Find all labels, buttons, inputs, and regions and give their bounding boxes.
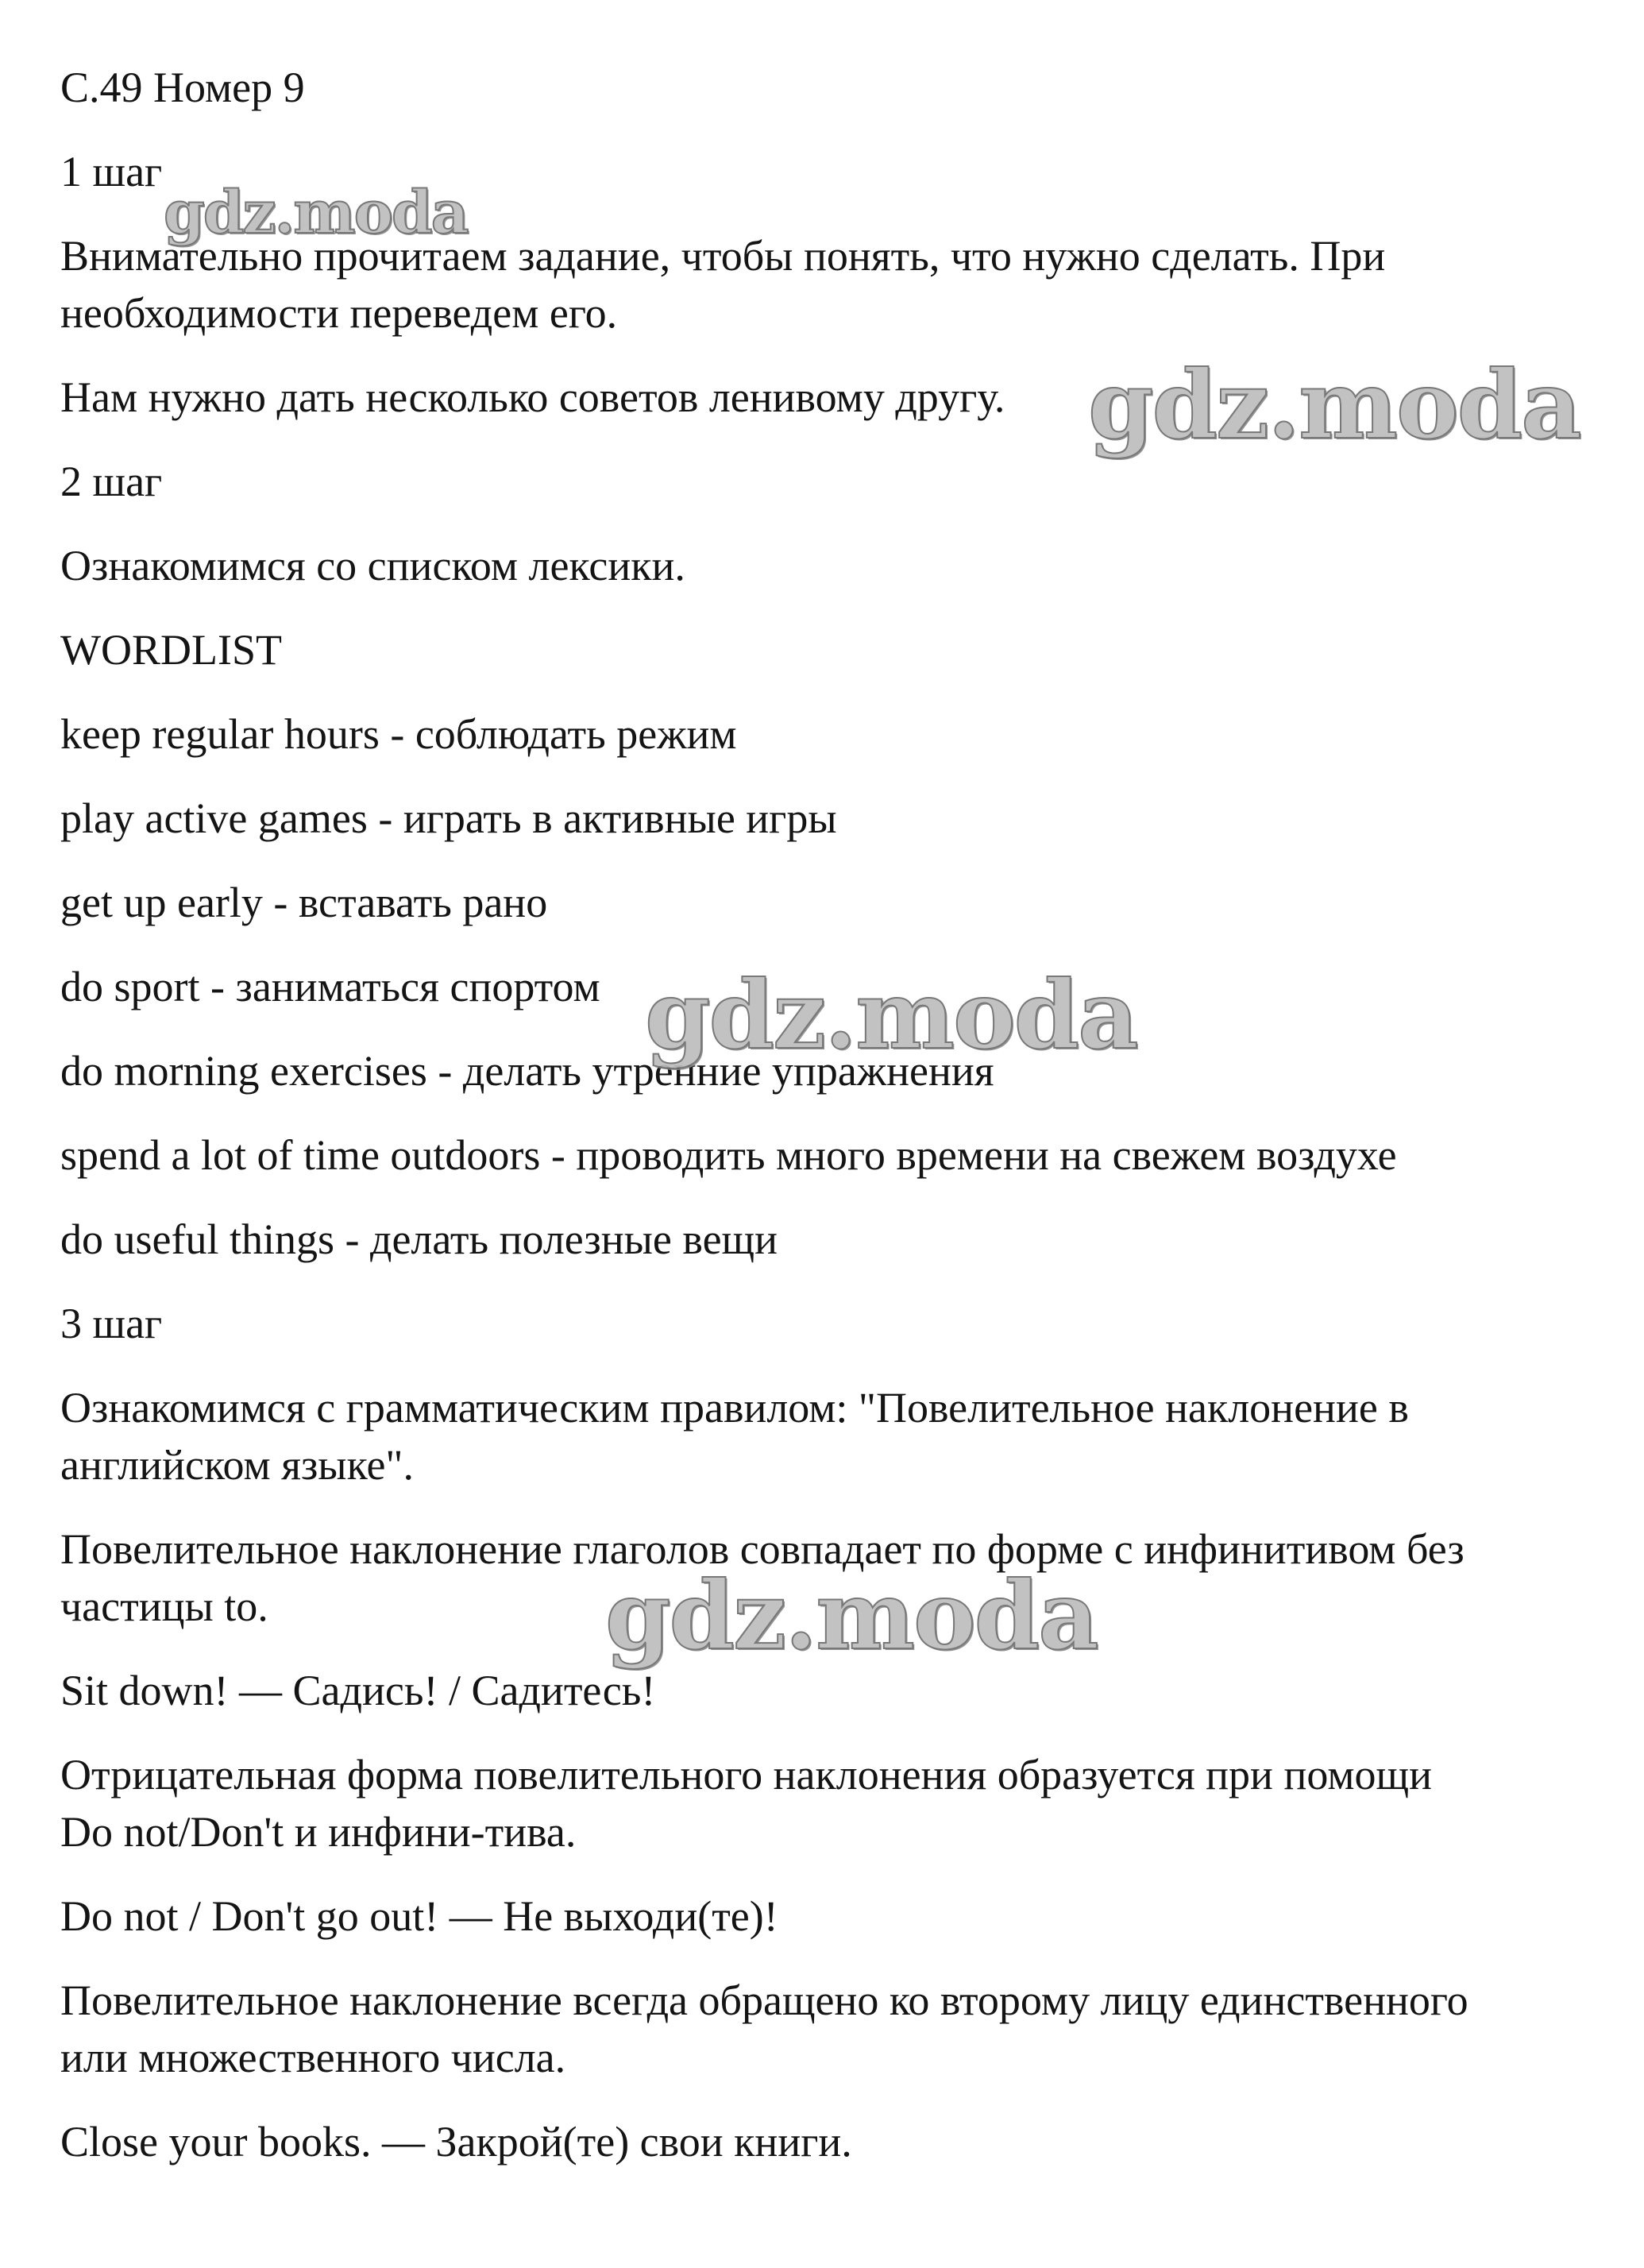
watermark: gdz.moda <box>605 1560 1098 1671</box>
page-header: С.49 Номер 9 <box>60 64 305 111</box>
paragraph-line: английском языке". <box>60 1441 414 1489</box>
wordlist-item: do sport - заниматься спортом <box>60 963 600 1010</box>
wordlist-heading: WORDLIST <box>60 626 282 674</box>
paragraph-line: Do not/Don't и инфини-тива. <box>60 1808 577 1856</box>
example-line: Do not / Don't go out! — Не выходи(те)! <box>60 1892 778 1940</box>
step-1-label: 1 шаг <box>60 148 163 195</box>
paragraph-line: Ознакомимся со списком лексики. <box>60 542 685 589</box>
step-2-label: 2 шаг <box>60 458 163 505</box>
paragraph-line: необходимости переведем его. <box>60 289 618 337</box>
paragraph-line: Ознакомимся с грамматическим правилом: "Повелительное наклонение в <box>60 1384 1409 1432</box>
wordlist-item: play active games - играть в активные игры <box>60 794 837 842</box>
watermark: gdz.moda <box>164 179 468 247</box>
paragraph-line: Отрицательная форма повелительного наклонения образуется при помощи <box>60 1751 1432 1799</box>
paragraph-line: частицы to. <box>60 1582 268 1630</box>
paragraph-line: или множественного числа. <box>60 2034 566 2081</box>
watermark: gdz.moda <box>1088 350 1580 460</box>
wordlist-item: get up early - вставать рано <box>60 879 548 926</box>
wordlist-item: keep regular hours - соблюдать режим <box>60 710 737 758</box>
wordlist-item: do useful things - делать полезные вещи <box>60 1215 778 1263</box>
paragraph-line: Нам нужно дать несколько советов ленивому другу. <box>60 373 1005 421</box>
paragraph-line: Повелительное наклонение всегда обращено ко второму лицу единственного <box>60 1976 1468 2024</box>
paragraph-line: Внимательно прочитаем задание, чтобы понять, что нужно сделать. При <box>60 232 1386 280</box>
step-3-label: 3 шаг <box>60 1300 163 1347</box>
example-line: Close your books. — Закрой(те) свои книги. <box>60 2118 852 2166</box>
example-line: Sit down! — Садись! / Садитесь! <box>60 1667 656 1714</box>
wordlist-item: do morning exercises - делать утренние упражнения <box>60 1047 994 1095</box>
wordlist-item: spend a lot of time outdoors - проводить много времени на свежем воздухе <box>60 1131 1397 1179</box>
watermark: gdz.moda <box>645 960 1137 1070</box>
paragraph-line: Повелительное наклонение глаголов совпадает по форме с инфинитивом без <box>60 1525 1465 1573</box>
